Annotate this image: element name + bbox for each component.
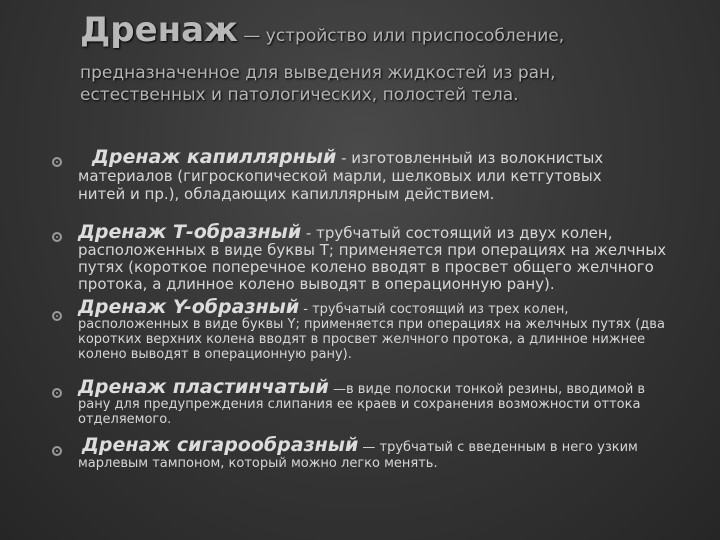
item-definition: трубчатый состоящий из двух колен, расположенных в виде буквы Т; применяется при операциях на желчных путях (короткое поперечное колено вводят в просвет общего желчного протока, а длинное колено выводят в операционную рану). [78,224,667,293]
item-separator: - [336,149,352,167]
item-term: Дренаж сигарообразный [82,434,359,456]
item-term: Дренаж капиллярный [92,146,337,168]
bullet-icon [52,311,62,321]
item-term: Дренаж Y-образный [78,296,300,318]
slide-title [80,10,680,106]
title-keyword: Дренаж [80,10,238,50]
bullet-icon [52,157,62,167]
title-definition-rest: предназначенное для выведения жидкостей из ран, естественных и патологических, полостей тела. [80,63,556,105]
list-item-text [78,296,678,362]
item-separator: - [301,224,317,242]
list-item-text [78,376,678,427]
bullet-icon [52,388,62,398]
item-definition: трубчатый с введенным в него узким марлевым тампоном, который можно легко менять. [78,440,638,471]
item-separator: - [299,302,313,317]
bullet-icon [52,446,62,456]
list-item-text [78,434,638,472]
item-term: Дренаж пластинчатый [78,376,329,398]
list-item-text [78,148,638,203]
item-definition: в виде полоски тонкой резины, вводимой в рану для предупреждения слипания ее краев и сохранения возможности оттока отделяемого. [78,382,646,427]
item-definition: изготовленный из волокнистых материалов (гигроскопической марли, шелковых или кетгутовых нитей и пр.), обладающих капиллярным действием. [78,149,604,203]
item-term: Дренаж Т-образный [78,221,302,243]
item-separator: — [328,382,346,397]
list-item-text [78,221,678,293]
item-definition: трубчатый состоящий из трех колен, расположенных в виде буквы Y; применяется при операциях на желчных путях (два коротких верхних колена вводят в просвет желчного протока, а длинное нижнее колено выводят в операционную рану). [78,302,665,362]
bullet-icon [52,232,62,242]
item-separator: — [358,440,380,455]
title-definition-start: — устройство или приспособление, [237,26,565,46]
title-first-line [80,10,680,56]
